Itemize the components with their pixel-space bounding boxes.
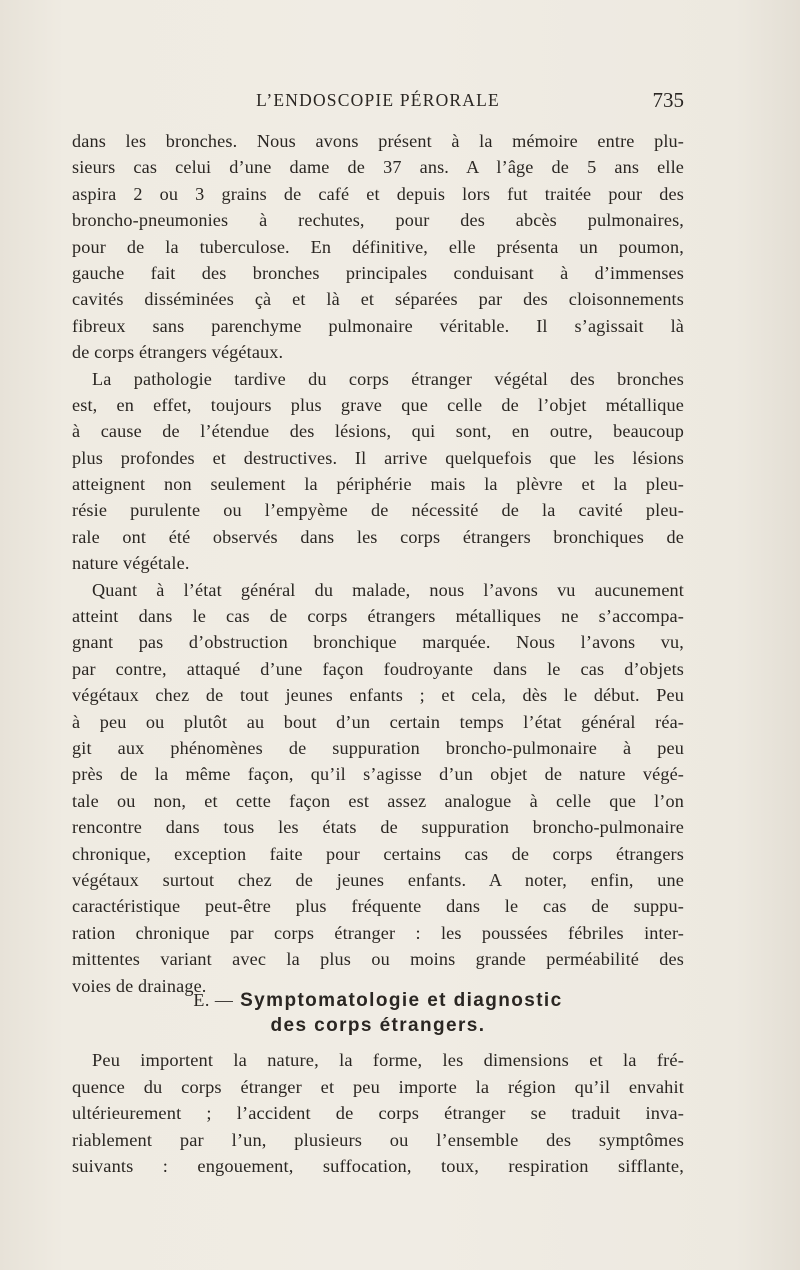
text-line: à peu ou plutôt au bout d’un certain temps l’état général réa- <box>72 711 684 732</box>
text-line: de corps étrangers végétaux. <box>72 342 284 363</box>
section-title-part-1: Symptomatologie et diagnostic <box>240 990 563 1011</box>
text-line: rencontre dans tous les états de suppuration broncho-pulmonaire <box>72 817 684 838</box>
text-line: dans les bronches. Nous avons présent à la mémoire entre plu- <box>72 131 684 151</box>
text-line: fibreux sans parenchyme pulmonaire véritable. Il s’agissait là <box>72 315 684 336</box>
text-line: près de la même façon, qu’il s’agisse d’un objet de nature végé- <box>72 764 684 785</box>
text-line: nature végétale. <box>72 553 190 574</box>
section-letter: E. — <box>193 990 234 1010</box>
section-heading-line-1 <box>72 987 684 1013</box>
running-head <box>72 88 684 116</box>
text-line: cavités disséminées çà et là et séparées par des cloisonnements <box>72 289 684 310</box>
text-line: végétaux surtout chez de jeunes enfants. A noter, enfin, une <box>72 869 684 890</box>
text-line: pour de la tuberculose. En définitive, elle présenta un poumon, <box>72 236 684 257</box>
text-line: voies de drainage. <box>72 975 207 996</box>
text-line: à cause de l’étendue des lésions, qui sont, en outre, beaucoup <box>72 421 684 442</box>
text-line: ration chronique par corps étranger : les poussées fébriles inter- <box>72 922 684 943</box>
body-text <box>72 128 684 999</box>
text-line: riablement par l’un, plusieurs ou l’ensemble des symptômes <box>72 1129 684 1150</box>
page-number: 735 <box>652 88 684 112</box>
text-line: caractéristique peut-être plus fréquente dans le cas de suppu- <box>72 896 684 917</box>
text-line: rale ont été observés dans les corps étrangers bronchiques de <box>72 526 684 547</box>
text-line: tale ou non, et cette façon est assez analogue à celle que l’on <box>72 790 684 811</box>
text-line: broncho-pneumonies à rechutes, pour des abcès pulmonaires, <box>72 210 684 231</box>
text-line: quence du corps étranger et peu importe la région qu’il envahit <box>72 1076 684 1097</box>
text-line: gnant pas d’obstruction bronchique marquée. Nous l’avons vu, <box>72 632 684 653</box>
text-line: suivants : engouement, suffocation, toux, respiration sifflante, <box>72 1156 684 1176</box>
text-line: chronique, exception faite pour certains cas de corps étrangers <box>72 843 684 864</box>
body-text-after-heading <box>72 1047 684 1180</box>
text-line: sieurs cas celui d’une dame de 37 ans. A l’âge de 5 ans elle <box>72 157 684 178</box>
text-line: ultérieurement ; l’accident de corps étranger se traduit inva- <box>72 1103 684 1123</box>
text-line: mittentes variant avec la plus ou moins grande perméabilité des <box>72 949 684 970</box>
text-line: atteignent non seulement la périphérie mais la plèvre et la pleu- <box>72 474 684 495</box>
text-line: par contre, attaqué d’une façon foudroyante dans le cas d’objets <box>72 658 684 679</box>
text-line: Peu importent la nature, la forme, les dimensions et la fré- <box>92 1050 684 1070</box>
text-line: plus profondes et destructives. Il arrive quelquefois que les lésions <box>72 447 684 468</box>
text-line: atteint dans le cas de corps étrangers métalliques ne s’accompa- <box>72 606 684 627</box>
text-line: gauche fait des bronches principales conduisant à d’immenses <box>72 262 684 283</box>
text-line: Quant à l’état général du malade, nous l’avons vu aucunement <box>92 579 684 600</box>
running-title: L’ENDOSCOPIE PÉRORALE <box>256 90 500 110</box>
text-line: est, en effet, toujours plus grave que celle de l’objet métallique <box>72 394 684 415</box>
text-line: aspira 2 ou 3 grains de café et depuis lors fut traitée pour des <box>72 183 684 204</box>
text-line: résie purulente ou l’empyème de nécessité de la cavité pleu- <box>72 500 684 521</box>
text-line: végétaux chez de tout jeunes enfants ; et cela, dès le début. Peu <box>72 685 684 706</box>
section-heading <box>72 987 684 1039</box>
text-line: La pathologie tardive du corps étranger végétal des bronches <box>92 368 684 389</box>
text-line: git aux phénomènes de suppuration broncho-pulmonaire à peu <box>72 737 684 758</box>
section-title-part-2: des corps étrangers. <box>270 1015 486 1036</box>
